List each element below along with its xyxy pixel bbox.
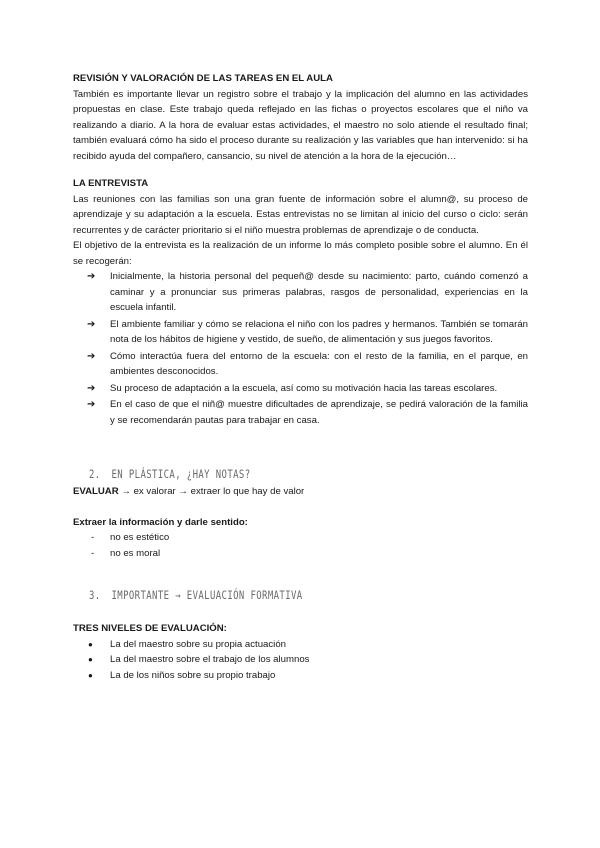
entrevista-paragraph-1: Las reuniones con las familias son una gran fuente de información sobre el alumn@, su proceso de aprendizaje y su adaptación a la escuela. Estas entrevistas no se limitan al inicio del curso o ciclo: serán recurrentes y de carácter prioritario si el niño muestra problemas de aprendizaje o de conducta.: [73, 193, 528, 236]
plastica-list: [73, 530, 528, 561]
list-item: ➔ Cómo interactúa fuera del entorno de la escuela: con el resto de la familia, en el parque, en ambientes desconocidos.: [87, 350, 528, 377]
arrow-right-icon: ➔: [87, 318, 96, 330]
revision-paragraph: También es importante llevar un registro sobre el trabajo y la implicación del alumno en las actividades propuestas en clase. Este trabajo queda reflejado en las fichas o proyectos escolares que el niño va realizando a diario. A la hora de evaluar estas actividades, el maestro no solo atiende el resultado final; también evaluará cómo ha sido el proceso durante su realización y las variables que han intervenido: si ha recibido ayuda del compañero, cansancio, su nivel de atención a la hora de la ejecución…: [73, 88, 528, 162]
importante-list: [73, 637, 528, 684]
list-item: - no es estético: [73, 530, 528, 546]
list-item: ● La del maestro sobre su propia actuación: [73, 637, 528, 653]
section-title-plastica: 2. EN PLÁSTICA, ¿HAY NOTAS?: [89, 467, 251, 481]
arrow-right-icon: ➔: [87, 271, 96, 282]
arrow-right-icon: ➔: [87, 350, 96, 362]
arrow-right-icon: ➔: [87, 399, 96, 410]
list-item: ➔ Inicialmente, la historia personal del pequeñ@ desde su nacimiento: parto, cuándo comenzó a caminar y a pronunciar sus primeras palabras, rasgos de personalidad, experiencias en la escuela infantil.: [87, 271, 528, 313]
evaluar-line: EVALUAR → ex valorar → extraer lo que hay de valor: [73, 486, 305, 497]
bullet-dot-icon: ●: [88, 670, 93, 680]
bullet-dot-icon: ●: [88, 655, 93, 664]
entrevista-list: [73, 269, 528, 428]
list-item: - no es moral: [73, 546, 528, 562]
entrevista-paragraph-2: El objetivo de la entrevista es la realización de un informe lo más completo posible sobre el alumno. En él se recogerán:: [73, 240, 528, 267]
importante-subheading: TRES NIVELES DE EVALUACIÓN:: [73, 623, 227, 634]
section-heading-revision: REVISIÓN Y VALORACIÓN DE LAS TAREAS EN EL AULA: [73, 73, 333, 84]
document-content: [73, 71, 528, 683]
list-item: ➔ En el caso de que el niñ@ muestre dificultades de aprendizaje, se pedirá valoración de la familia y se recomendarán pautas para trabajar en casa.: [87, 399, 528, 426]
list-item: ➔ Su proceso de adaptación a la escuela, así como su motivación hacia las tareas escolares.: [73, 381, 528, 397]
list-item: ● La del maestro sobre el trabajo de los alumnos: [73, 652, 528, 668]
section-heading-entrevista: LA ENTREVISTA: [73, 178, 149, 189]
dash-bullet-icon: -: [91, 547, 95, 559]
list-item: ➔ El ambiente familiar y cómo se relaciona el niño con los padres y hermanos. También se tomarán nota de los hábitos de higiene y vestido, de sueño, de alimentación y sus juegos favoritos.: [87, 318, 528, 345]
section-title-importante: 3. IMPORTANTE → EVALUACIÓN FORMATIVA: [89, 588, 303, 602]
plastica-subheading: Extraer la información y darle sentido:: [73, 516, 248, 528]
dash-bullet-icon: -: [91, 532, 95, 543]
arrow-right-icon: ➔: [87, 382, 96, 394]
list-item: ● La de los niños sobre su propio trabajo: [73, 668, 528, 684]
bullet-dot-icon: ●: [88, 639, 93, 649]
